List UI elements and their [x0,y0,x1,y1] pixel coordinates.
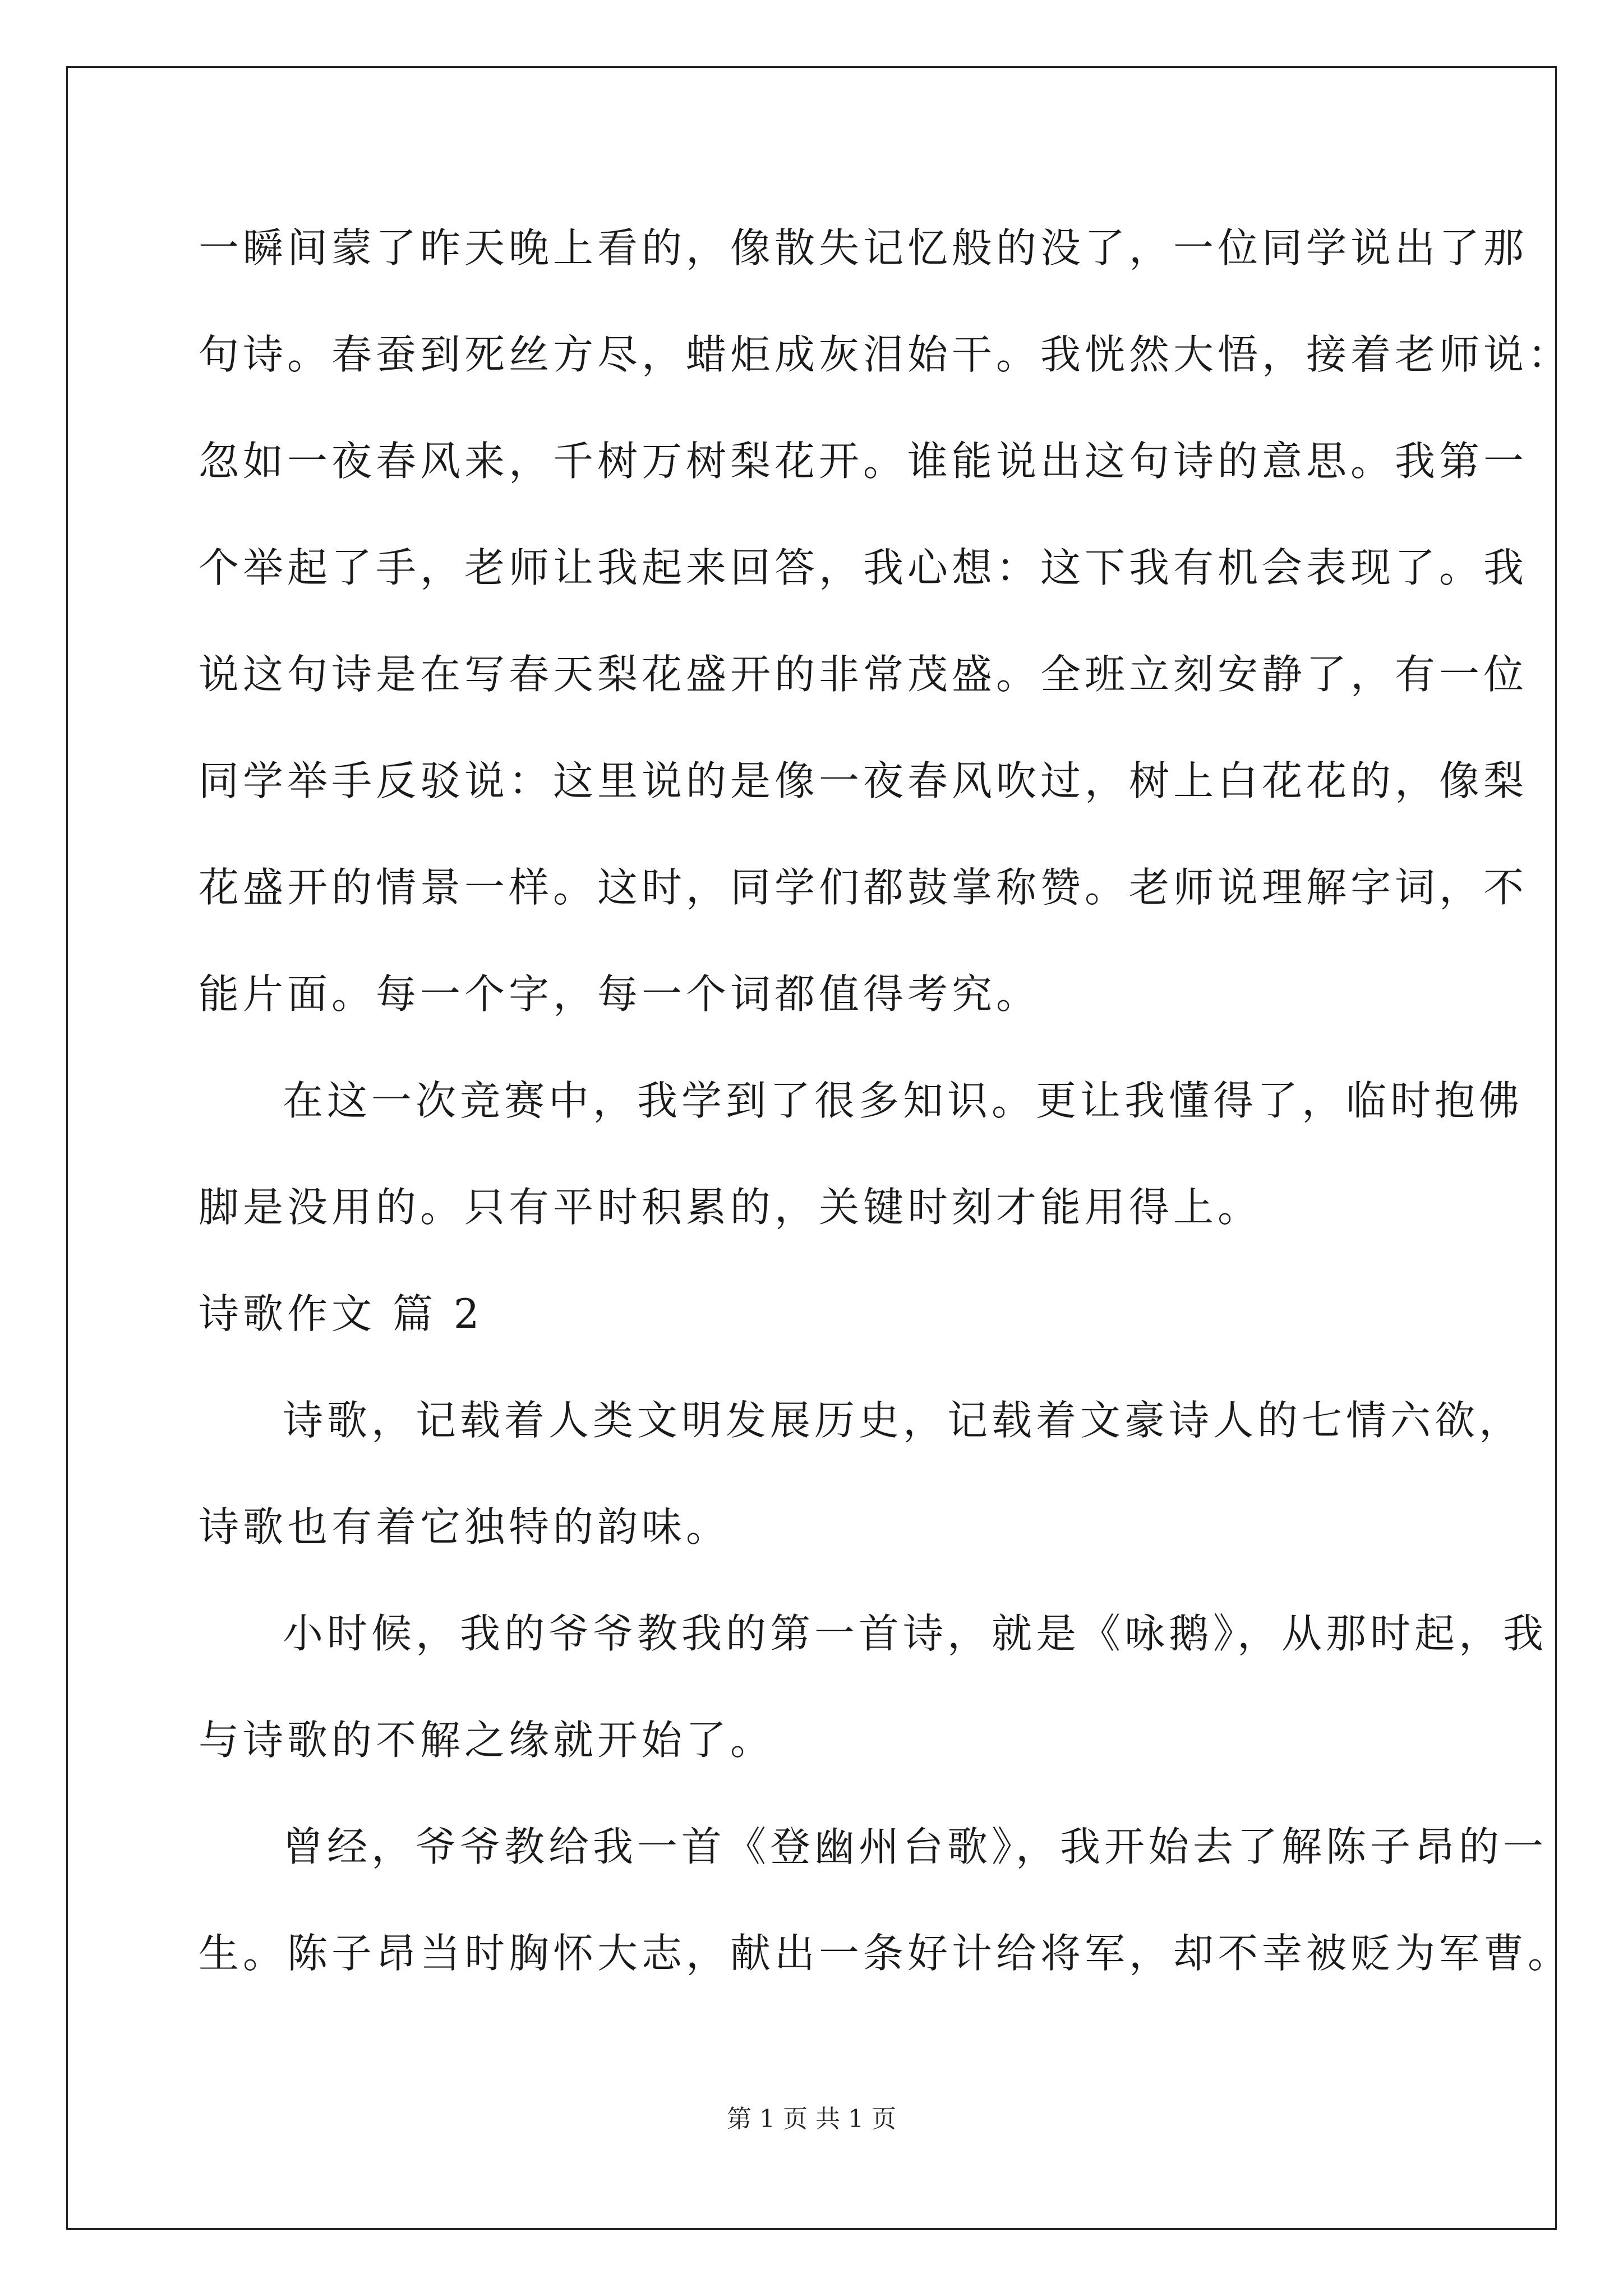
paragraph-line: 生。陈子昂当时胸怀大志，献出一条好计给将军，却不幸被贬为军曹。 [199,1930,1573,1977]
paragraph-line: 曾经，爷爷教给我一首《登幽州台歌》，我开始去了解陈子昂的一 [283,1823,1548,1870]
paragraph-line: 在这一次竞赛中，我学到了很多知识。更让我懂得了，临时抱佛 [283,1077,1524,1124]
paragraph-line: 能片面。每一个字，每一个词都值得考究。 [199,970,1041,1018]
paragraph-line: 花盛开的情景一样。这时，同学们都鼓掌称赞。老师说理解字词，不 [199,864,1528,911]
paragraph-line: 脚是没用的。只有平时积累的，关键时刻才能用得上。 [199,1184,1262,1231]
paragraph-line: 同学举手反驳说：这里说的是像一夜春风吹过，树上白花花的，像梨 [199,757,1528,804]
paragraph-line: 忽如一夜春风来，千树万树梨花开。谁能说出这句诗的意思。我第一 [199,438,1528,485]
paragraph-line: 个举起了手，老师让我起来回答，我心想：这下我有机会表现了。我 [199,544,1528,591]
page-number-footer: 第 1 页 共 1 页 [727,2105,896,2133]
paragraph-line: 句诗。春蚕到死丝方尽，蜡炬成灰泪始干。我恍然大悟，接着老师说： [199,331,1573,378]
paragraph-line: 诗歌也有着它独特的韵味。 [199,1503,731,1550]
paragraph-line: 说这句诗是在写春天梨花盛开的非常茂盛。全班立刻安静了，有一位 [199,651,1528,698]
document-body [199,214,1573,2026]
paragraph-line: 诗歌，记载着人类文明发展历史，记载着文豪诗人的七情六欲， [283,1397,1524,1444]
paragraph-line: 与诗歌的不解之缘就开始了。 [199,1717,775,1764]
paragraph-line: 小时候，我的爷爷教我的第一首诗，就是《咏鹅》，从那时起，我 [283,1610,1548,1657]
paragraph-line: 一瞬间蒙了昨天晚上看的，像散失记忆般的没了，一位同学说出了那 [199,224,1528,272]
section-heading: 诗歌作文 篇 2 [199,1290,483,1337]
